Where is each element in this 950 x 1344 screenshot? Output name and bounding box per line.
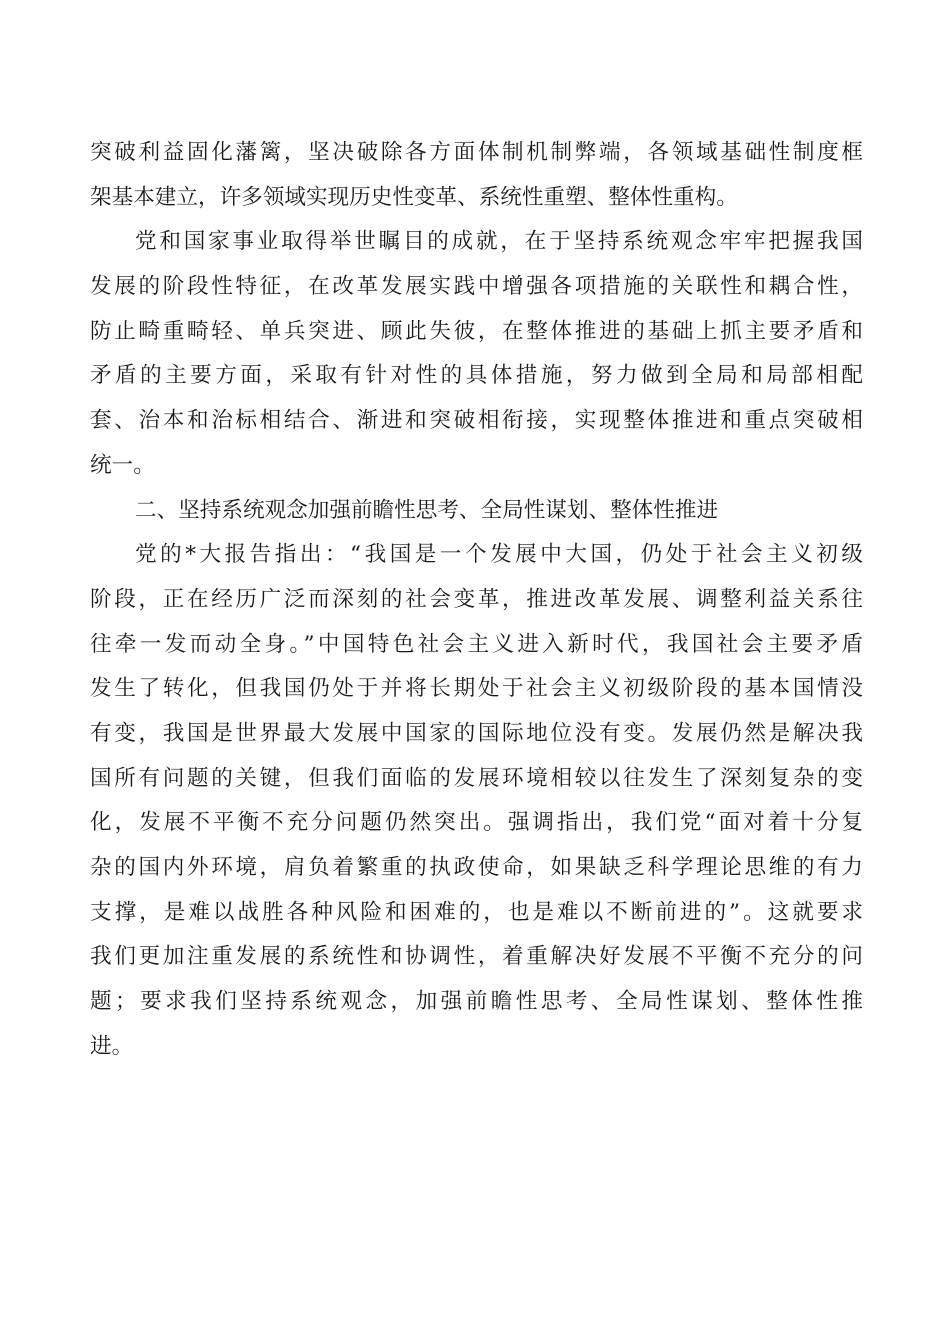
text-line: 防止畸重畸轻、单兵突进、顾此失彼，在整体推进的基础上抓主要矛盾和 <box>90 318 863 344</box>
text-line: 阶段，正在经历广泛而深刻的社会变革，推进改革发展、调整利益关系往 <box>90 586 863 612</box>
paragraph-report-quote <box>90 533 863 1069</box>
text-line: 突破利益固化藩篱，坚决破除各方面体制机制弊端，各领域基础性制度框 <box>90 140 863 165</box>
text-line: 矛盾的主要方面，采取有针对性的具体措施，努力做到全局和局部相配 <box>90 363 863 389</box>
text-line: 党和国家事业取得举世瞩目的成就，在于坚持系统观念牢牢把握我国 <box>135 229 863 255</box>
text-line: 题；要求我们坚持系统观念，加强前瞻性思考、全局性谋划、整体性推 <box>90 989 863 1015</box>
paragraph-reform-continuation <box>90 131 863 220</box>
text-line: 发展的阶段性特征，在改革发展实践中增强各项措施的关联性和耦合性， <box>90 274 863 300</box>
paragraph-achievements <box>90 220 863 488</box>
text-line: 架基本建立，许多领域实现历史性变革、系统性重塑、整体性重构。 <box>90 184 738 210</box>
text-line: 国所有问题的关键，但我们面临的发展环境相较以往发生了深刻复杂的变 <box>90 765 863 791</box>
section-heading-text: 二、坚持系统观念加强前瞻性思考、全局性谋划、整体性推进 <box>135 497 719 523</box>
text-line: 发生了转化，但我国仍处于并将长期处于社会主义初级阶段的基本国情没 <box>90 676 863 702</box>
text-line: 杂的国内外环境，肩负着繁重的执政使命，如果缺乏科学理论思维的有力 <box>90 855 863 880</box>
section-heading <box>90 489 863 534</box>
text-line: 化，发展不平衡不充分问题仍然突出。强调指出，我们党“面对着十分复 <box>90 810 863 836</box>
text-line: 我们更加注重发展的系统性和协调性，着重解决好发展不平衡不充分的问 <box>90 944 863 970</box>
text-line: 进。 <box>90 1033 134 1059</box>
text-line: 党的*大报告指出：“我国是一个发展中大国，仍处于社会主义初级 <box>135 542 863 568</box>
text-line: 统一。 <box>90 452 155 478</box>
text-line: 有变，我国是世界最大发展中国家的国际地位没有变。发展仍然是解决我 <box>90 720 863 746</box>
text-line: 套、治本和治标相结合、渐进和突破相衔接，实现整体推进和重点突破相 <box>90 408 863 434</box>
text-line: 支撑，是难以战胜各种风险和困难的，也是难以不断前进的”。这就要求 <box>90 899 863 925</box>
text-line: 往牵一发而动全身。”中国特色社会主义进入新时代，我国社会主要矛盾 <box>90 631 863 657</box>
document-body <box>90 131 863 1069</box>
